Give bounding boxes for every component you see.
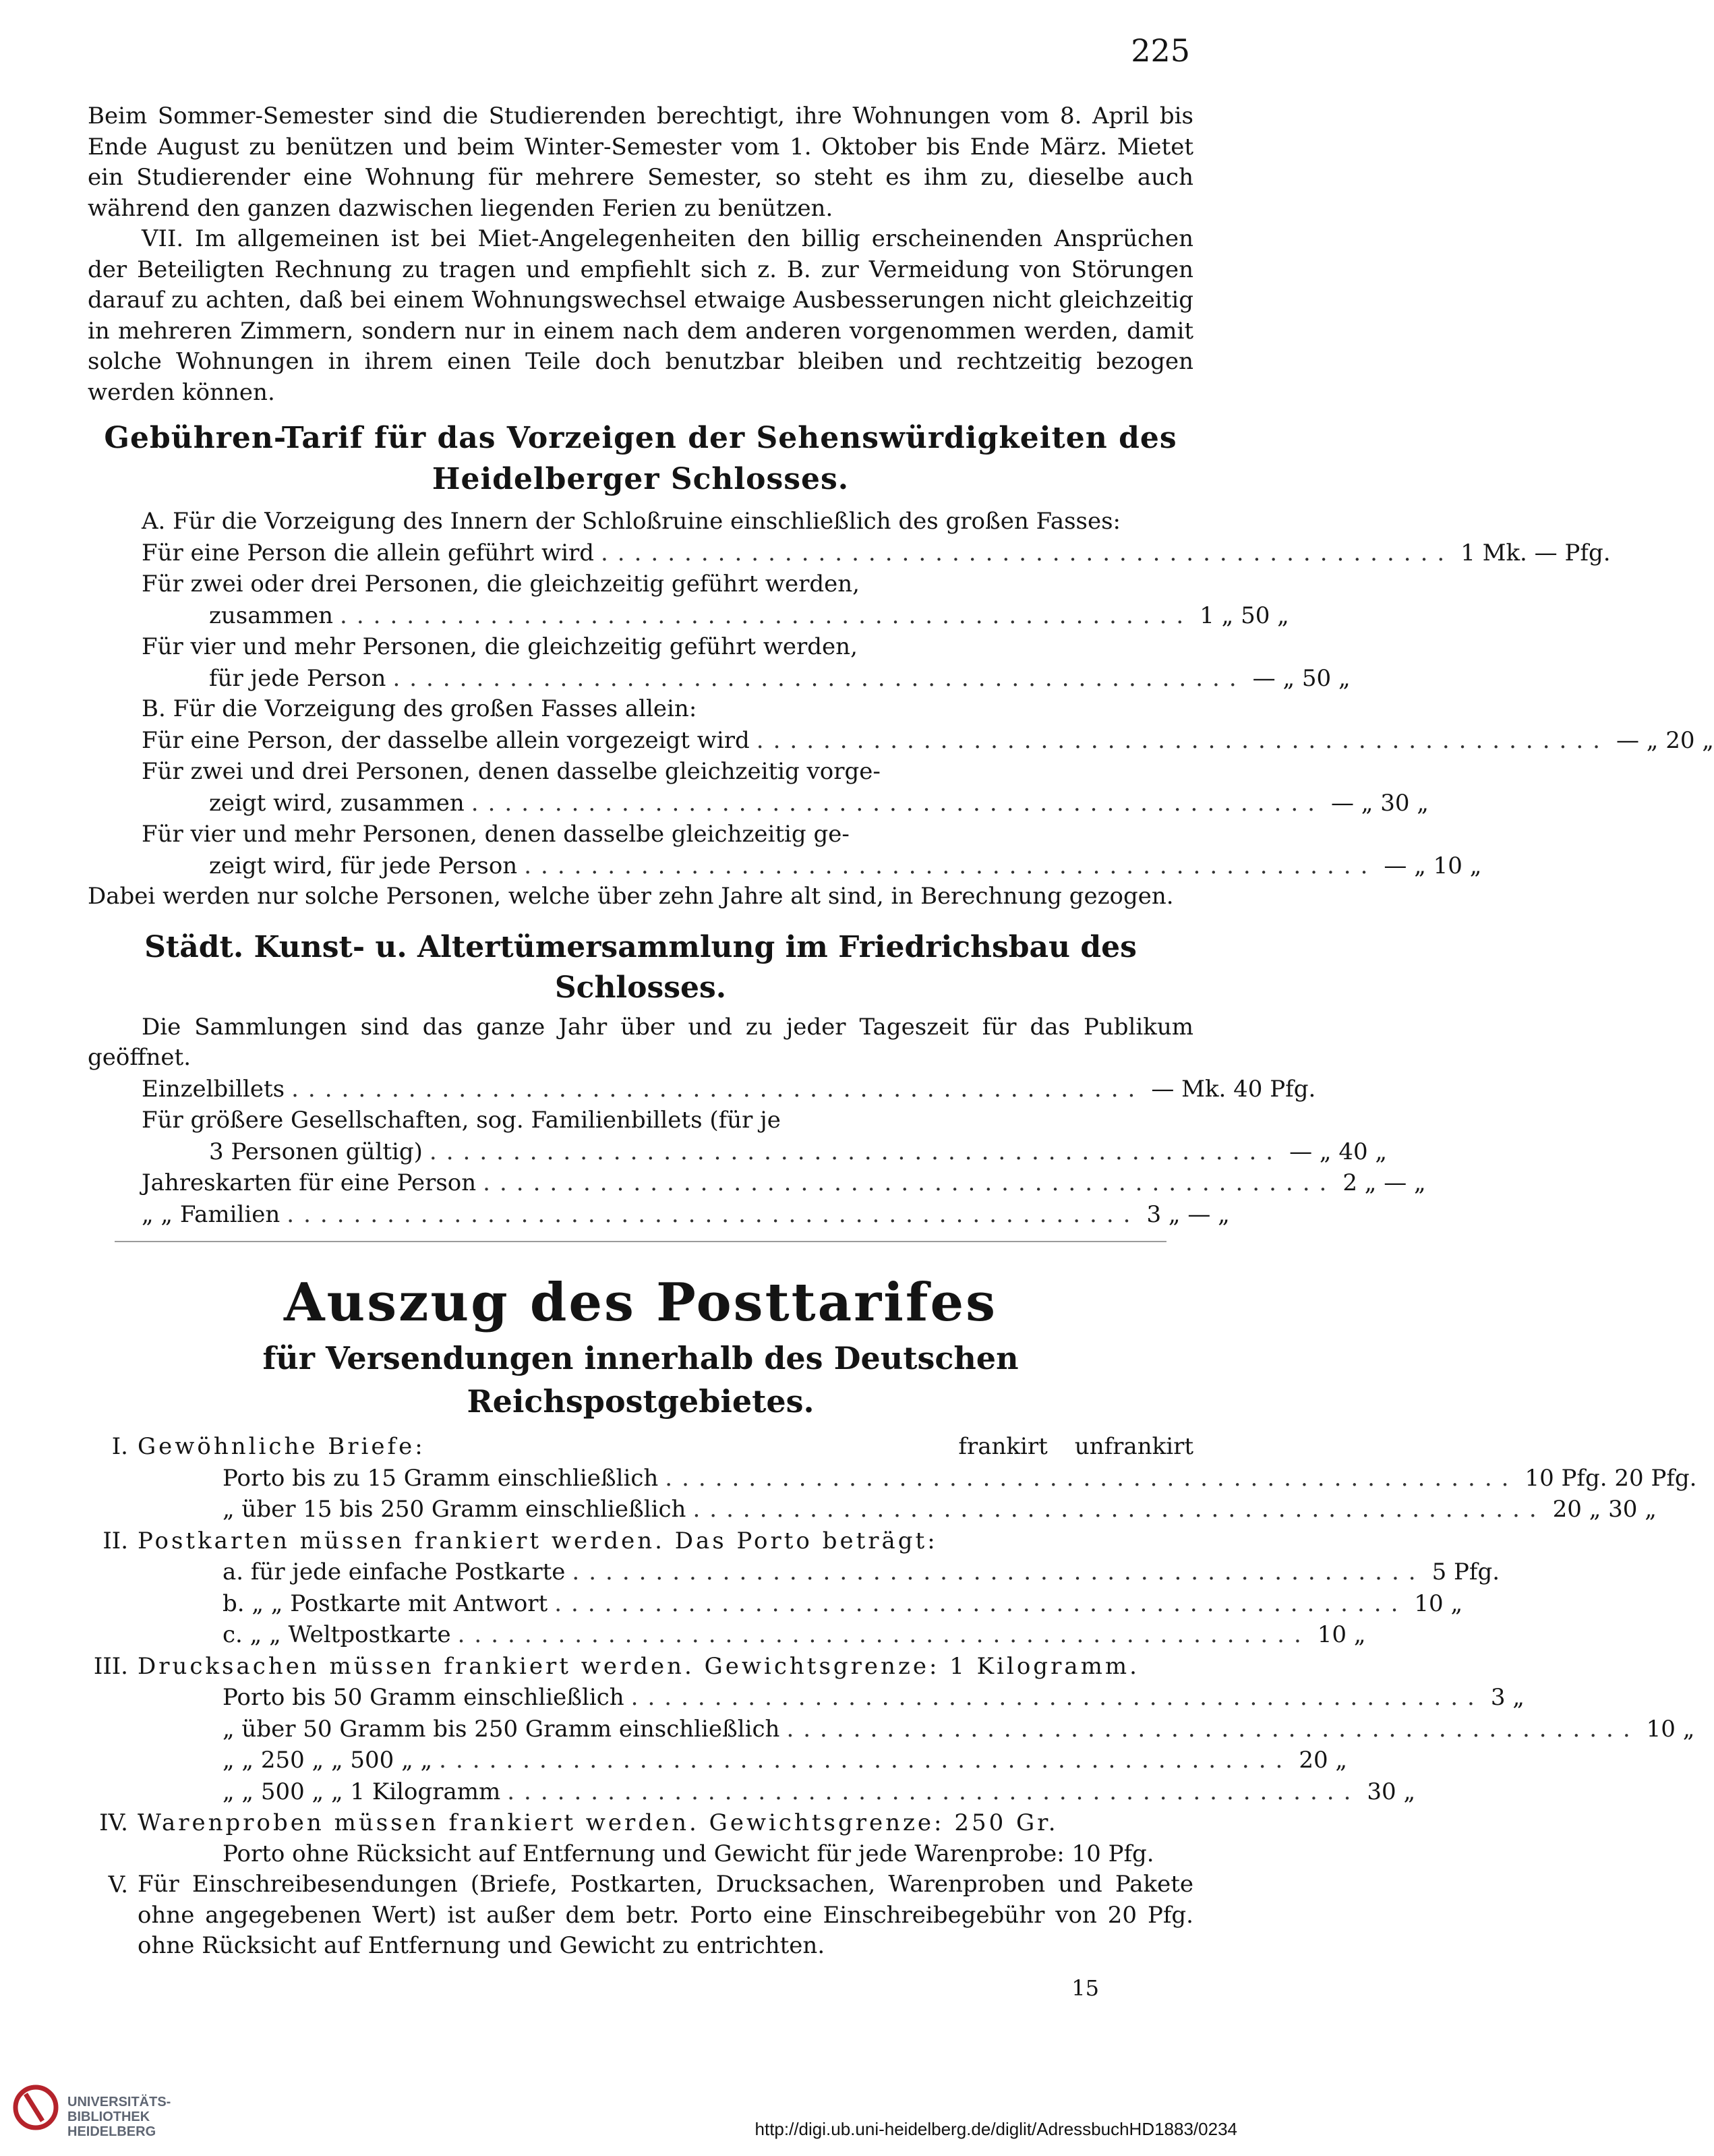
post-s3-row: Porto bis 50 Gramm einschließlich ................................................... 3 „: [223, 1684, 1525, 1711]
post-subtitle: für Versendungen innerhalb des Deutschen Reichspostgebietes.: [262, 1340, 1019, 1420]
post-s2-row: a. für jede einfache Postkarte ................................................... 5 Pfg.: [223, 1558, 1500, 1585]
sammlung-heading: Städt. Kunst- u. Altertümersammlung im Friedrichsbau des Schlosses.: [144, 929, 1137, 1005]
post-s4-text: Porto ohne Rücksicht auf Entfernung und Gewicht für jede Warenprobe: 10 Pfg.: [223, 1840, 1154, 1867]
post-section-3-header: III. Drucksachen müssen frankiert werden. Gewichtsgrenze: 1 Kilogramm.: [93, 1652, 1140, 1680]
tarif-a-row: Für vier und mehr Personen, die gleichzeitig geführt werden,: [142, 633, 858, 660]
page-content: [88, 101, 1714, 2001]
post-s1-row: Porto bis zu 15 Gramm einschließlich ................................................... 10 Pfg. 20 Pfg.: [223, 1464, 1697, 1492]
intro-paragraph-1: Beim Sommer-Semester sind die Studierenden berechtigt, ihre Wohnungen vom 8. April bis Ende August zu benützen und beim Winter-Semester vom 1. Oktober bis Ende März. Mietet ein Studierender eine Wohnung für mehrere Semester, so steht es ihm zu, dieselbe auch während den ganzen dazwischen liegenden Ferien zu benützen.: [88, 103, 1193, 222]
post-title: Auszug des Posttarifes: [284, 1272, 997, 1333]
tarif-a-row: Für zwei oder drei Personen, die gleichzeitig geführt werden,: [142, 571, 860, 598]
tarif-b-row: zeigt wird, für jede Person ................................................... — „ 10 „: [209, 852, 1482, 879]
post-s3-row: „ „ 500 „ „ 1 Kilogramm ................................................... 30 „: [223, 1778, 1416, 1805]
sammlung-row: Jahreskarten für eine Person ................................................... 2 „ — „: [142, 1169, 1426, 1196]
library-name: UNIVERSITÄTS- BIBLIOTHEK HEIDELBERG: [67, 2095, 171, 2139]
post-s1-row: „ über 15 bis 250 Gramm einschließlich ................................................... 20 „ 30 „: [223, 1496, 1657, 1523]
post-s3-row: „ „ 250 „ „ 500 „ „ ................................................... 20 „: [223, 1747, 1348, 1774]
page-number: 225: [1131, 32, 1190, 69]
post-section-2-header: II. Postkarten müssen frankiert werden. Das Porto beträgt:: [102, 1527, 938, 1554]
section-divider: [115, 1241, 1166, 1242]
post-section-1-header: I. Gewöhnliche Briefe: frankirt unfrankirt: [111, 1433, 1193, 1460]
post-s2-row: c. „ „ Weltpostkarte ................................................... 10 „: [223, 1621, 1366, 1648]
sammlung-row: Für größere Gesellschaften, sog. Familienbillets (für je: [142, 1107, 781, 1134]
post-section-4-header: IV. Warenproben müssen frankiert werden. Gewichtsgrenze: 250 Gr.: [99, 1809, 1059, 1836]
footer-bar: [0, 2077, 1251, 2156]
source-url-link[interactable]: http://digi.ub.uni-heidelberg.de/diglit/AdressbuchHD1883/0234: [755, 2119, 1237, 2139]
sammlung-intro: Die Sammlungen sind das ganze Jahr über und zu jeder Tageszeit für das Publikum geöffnet.: [88, 1013, 1193, 1071]
tarif-b-row: Für eine Person, der dasselbe allein vorgezeigt wird ................................................... — „ 20 „: [142, 726, 1714, 754]
post-s3-row: „ über 50 Gramm bis 250 Gramm einschließlich ................................................... 10 „: [223, 1715, 1695, 1743]
tarif-note: Dabei werden nur solche Personen, welche über zehn Jahre alt sind, in Berechnung gezogen.: [88, 883, 1174, 910]
tarif-b-row: zeigt wird, zusammen ................................................... — „ 30 „: [209, 789, 1429, 817]
tarif-a-row: zusammen ................................................... 1 „ 50 „: [209, 602, 1289, 629]
tarif-b-row: Für zwei und drei Personen, denen dasselbe gleichzeitig vorge-: [142, 758, 881, 785]
tarif-a-row: Für eine Person die allein geführt wird ................................................... 1 Mk. — Pfg.: [142, 539, 1611, 566]
intro-paragraph-2: VII. Im allgemeinen ist bei Miet-Angelegenheiten den billig erscheinenden Ansprüchen der Beteiligten Rechnung zu tragen und empfiehlt sich z. B. zur Vermeidung von Störungen darauf zu achten, daß bei einem Wohnungswechsel etwaige Ausbesserungen nicht gleichzeitig in mehreren Zimmern, sondern nur in einem nach dem anderen vorgenommen werden, damit solche Wohnungen in ihrem einen Teile doch benutzbar bleiben und rechtzeitig bezogen werden können.: [88, 225, 1193, 406]
ub-heidelberg-logo-icon: [12, 2084, 59, 2134]
tarif-a-row: für jede Person ................................................... — „ 50 „: [209, 664, 1351, 692]
tarif-b-row: Für vier und mehr Personen, denen dasselbe gleichzeitig ge-: [142, 821, 850, 848]
sammlung-row: 3 Personen gültig) ................................................... — „ 40 „: [209, 1138, 1388, 1165]
post-s2-row: b. „ „ Postkarte mit Antwort ................................................... 10 „: [223, 1590, 1463, 1617]
tarif-b-intro: B. Für die Vorzeigung des großen Fasses allein:: [142, 695, 697, 722]
signature-mark: 15: [1071, 1975, 1099, 2001]
sammlung-row: „ „ Familien ................................................... 3 „ — „: [142, 1200, 1230, 1228]
tarif-heading: Gebühren-Tarif für das Vorzeigen der Sehenswürdigkeiten des Heidelberger Schlosses.: [104, 421, 1177, 496]
sammlung-row: Einzelbillets ................................................... — Mk. 40 Pfg.: [142, 1075, 1316, 1103]
tarif-a-intro: A. Für die Vorzeigung des Innern der Schloßruine einschließlich des großen Fasses:: [142, 508, 1121, 535]
post-section-5: V. Für Einschreibesendungen (Briefe, Postkarten, Drucksachen, Warenproben und Pakete ohne angegebenen Wert) ist außer dem betr. Porto eine Einschreibegebühr von 20 Pfg. ohne Rücksicht auf Entfernung und Gewicht zu entrichten.: [108, 1871, 1193, 1959]
